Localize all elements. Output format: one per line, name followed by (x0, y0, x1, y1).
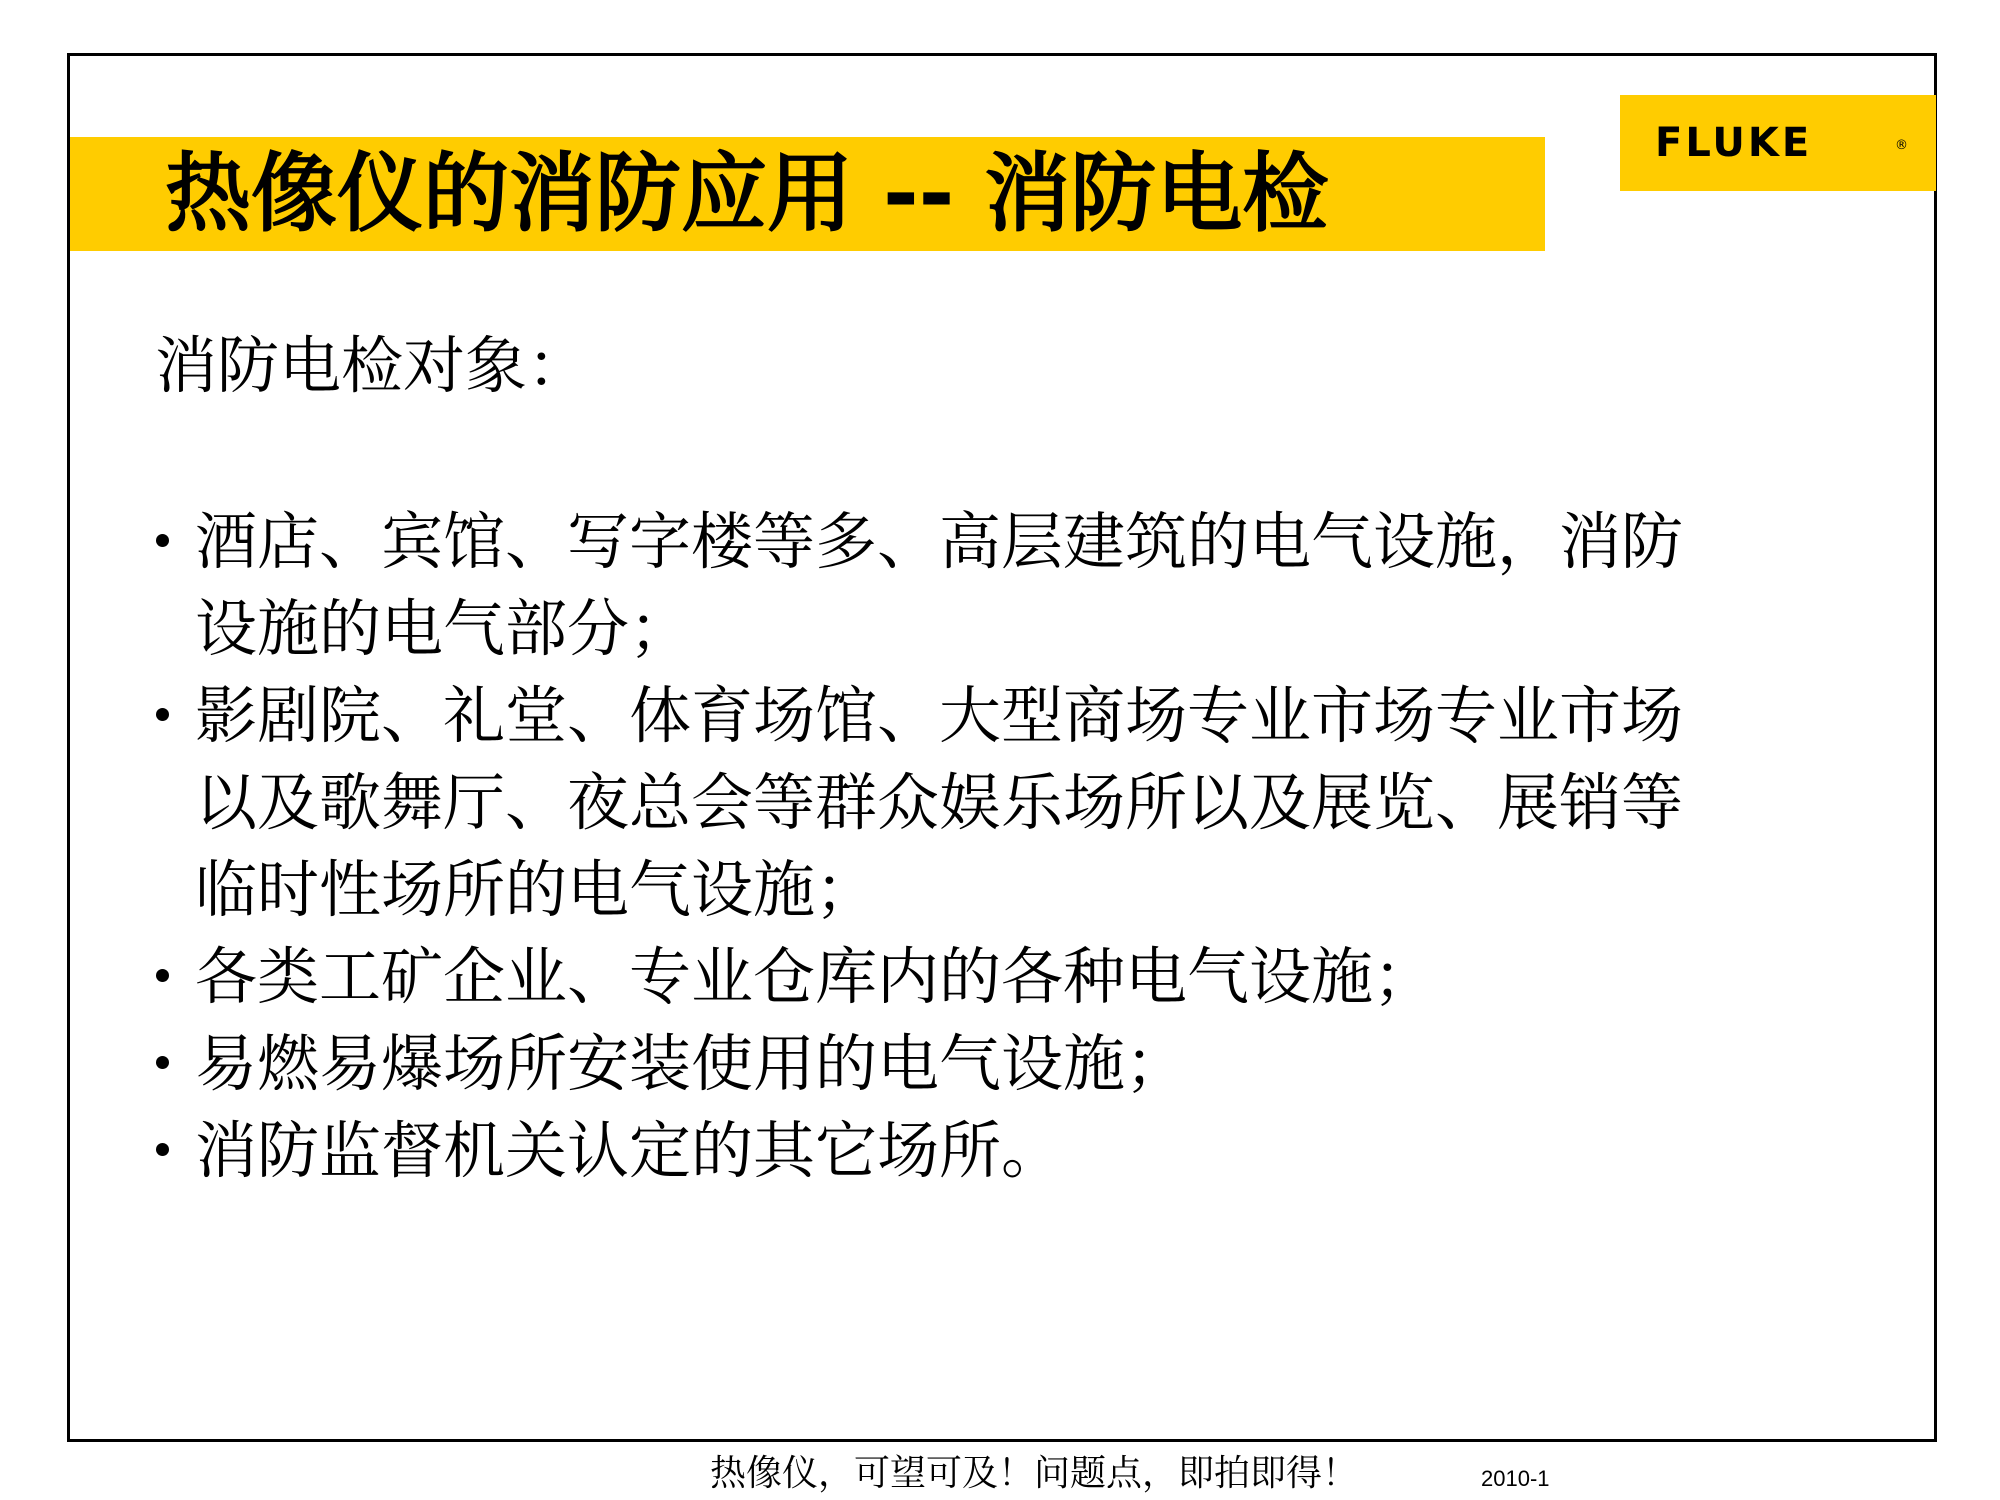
slide-title: 热像仪的消防应用 -- 消防电检 (165, 144, 1329, 244)
bullet-text-line: 以及歌舞厅、夜总会等群众娱乐场所以及展览、展销等 (195, 766, 1684, 839)
bullet-text-line: 临时性场所的电气设施； (195, 853, 878, 926)
footer-date: 2010-1 (1481, 1466, 1550, 1491)
logo-wordmark: FLUKE (1655, 120, 1813, 166)
bullet-dot-icon (156, 1143, 169, 1156)
bullet-text-line: 设施的电气部分； (195, 592, 692, 665)
bullet-text-line: 易燃易爆场所安装使用的电气设施； (195, 1027, 1188, 1100)
bullet-item (152, 498, 1832, 672)
bullet-list (152, 498, 1832, 1194)
bullet-text-line: 酒店、宾馆、写字楼等多、高层建筑的电气设施，消防 (195, 505, 1684, 578)
bullet-item (152, 933, 1832, 1020)
footer-tagline: 热像仪，可望可及！问题点，即拍即得！ (710, 1453, 1359, 1494)
bullet-dot-icon (156, 1056, 169, 1069)
bullet-dot-icon (156, 969, 169, 982)
bullet-item (152, 1020, 1832, 1107)
bullet-dot-icon (156, 534, 169, 547)
registered-mark: ® (1895, 138, 1908, 153)
fluke-logo (1620, 95, 1936, 191)
bullet-item (152, 1107, 1832, 1194)
bullet-text-line: 各类工矿企业、专业仓库内的各种电气设施； (195, 940, 1436, 1013)
bullet-dot-icon (156, 708, 169, 721)
bullet-item (152, 672, 1832, 933)
section-heading: 消防电检对象： (155, 329, 590, 402)
bullet-text-line: 消防监督机关认定的其它场所。 (195, 1114, 1064, 1187)
bullet-text-line: 影剧院、礼堂、体育场馆、大型商场专业市场专业市场 (195, 679, 1684, 752)
